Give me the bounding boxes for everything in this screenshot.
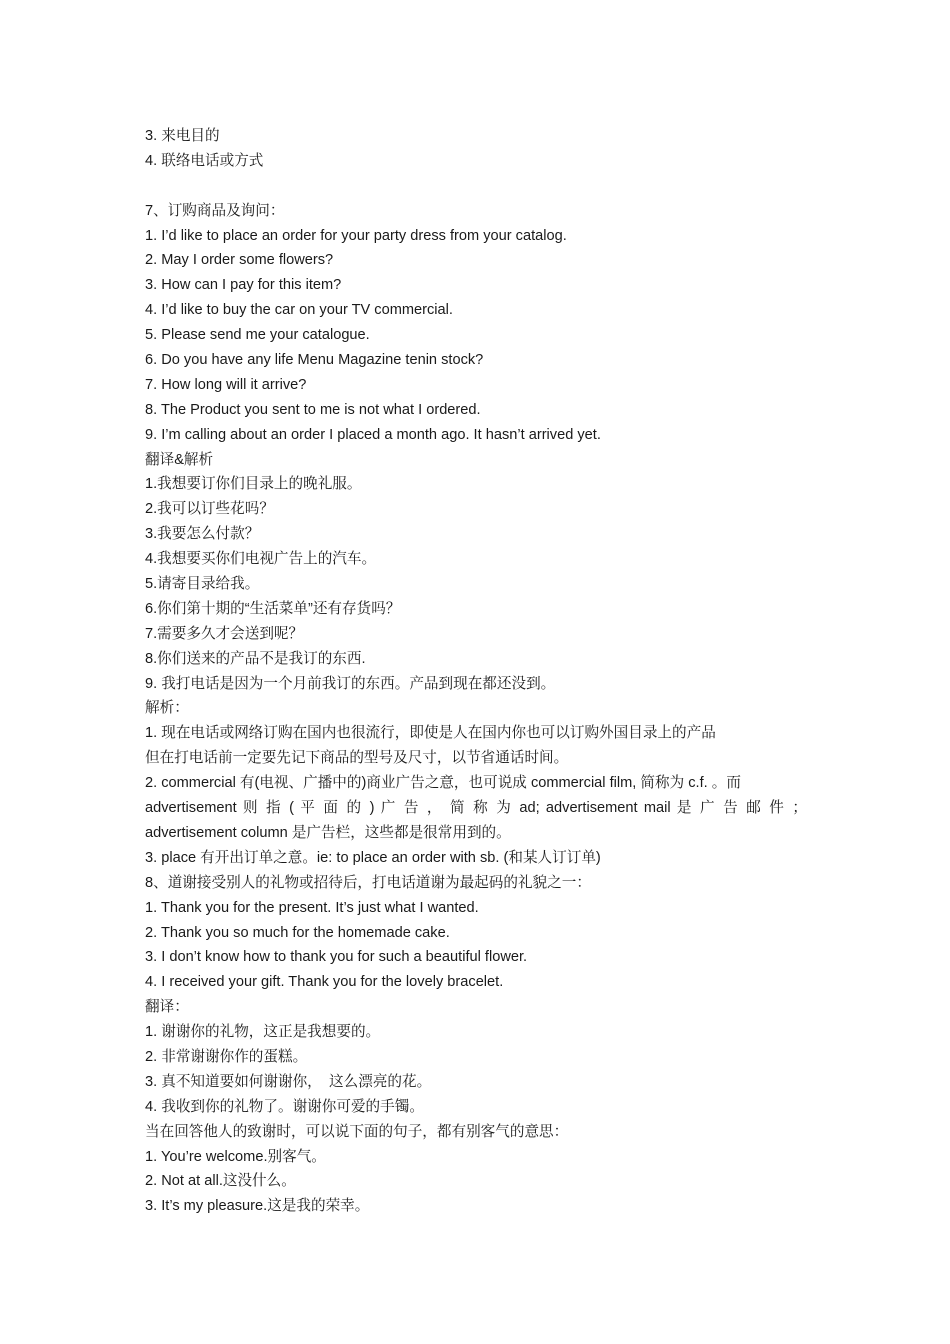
- sentence: 4. I received your gift. Thank you for the lovely bracelet.: [145, 974, 504, 991]
- reply-phrase: 3. It’s my pleasure.这是我的荣幸。: [145, 1198, 370, 1215]
- analysis-line: advertisement 则 指 ( 平 面 的 ) 广 告 ， 简 称 为 ad; advertisement mail 是 广 告 邮 件 ；: [145, 800, 807, 817]
- translation: 4.我想要买你们电视广告上的汽车。: [145, 551, 377, 568]
- sentence: 1. Thank you for the present. It’s just what I wanted.: [145, 899, 479, 916]
- list-item: 3. 来电目的: [145, 128, 220, 144]
- translation: 5.请寄目录给我。: [145, 576, 260, 593]
- translation: 8.你们送来的产品不是我订的东西.: [145, 650, 366, 667]
- sentence: 3. How can I pay for this item?: [145, 277, 342, 294]
- sentence: 4. I’d like to buy the car on your TV commercial.: [145, 302, 453, 319]
- sentence: 2. Thank you so much for the homemade cake.: [145, 924, 450, 941]
- analysis-line: 3. place 有开出订单之意。ie: to place an order with sb. (和某人订订单): [145, 849, 601, 866]
- translation: 6.你们第十期的“生活菜单”还有存货吗？: [145, 600, 401, 617]
- reply-intro: 当在回答他人的致谢时，可以说下面的句子，都有别客气的意思：: [145, 1123, 569, 1140]
- translation: 1.我想要订你们目录上的晚礼服。: [145, 476, 362, 493]
- section-heading-7: 7、订购商品及询问：: [145, 202, 285, 219]
- translation: 4. 我收到你的礼物了。谢谢你可爱的手镯。: [145, 1098, 424, 1115]
- translation-heading: 翻译&解析: [145, 451, 214, 468]
- sentence: 1. I’d like to place an order for your party dress from your catalog.: [145, 227, 567, 244]
- sentence: 6. Do you have any life Menu Magazine tenin stock?: [145, 352, 484, 369]
- translation: 9. 我打电话是因为一个月前我订的东西。产品到现在都还没到。: [145, 675, 556, 692]
- analysis-line: 2. commercial 有(电视、广播中的)商业广告之意，也可说成 commercial film, 简称为 c.f. 。而: [145, 775, 741, 792]
- blank-line: [145, 174, 807, 199]
- translation: 7.需要多久才会送到呢？: [145, 625, 304, 642]
- sentence: 8. The Product you sent to me is not what I ordered.: [145, 401, 481, 418]
- translation: 3. 真不知道要如何谢谢你， 这么漂亮的花。: [145, 1073, 432, 1090]
- section-heading-8: 8、道谢接受别人的礼物或招待后，打电话道谢为最起码的礼貌之一：: [145, 874, 591, 891]
- analysis-heading: 解析：: [145, 700, 189, 717]
- analysis-line: 1. 现在电话或网络订购在国内也很流行，即使是人在国内你也可以订购外国目录上的产品: [145, 725, 716, 742]
- reply-phrase: 1. You’re welcome.别客气。: [145, 1148, 326, 1165]
- sentence: 7. How long will it arrive?: [145, 376, 307, 393]
- analysis-line: advertisement column 是广告栏，这些都是很常用到的。: [145, 824, 511, 841]
- list-item: 4. 联络电话或方式: [145, 152, 264, 169]
- document-body: [145, 124, 807, 1219]
- translation-heading: 翻译：: [145, 999, 189, 1016]
- sentence: 2. May I order some flowers?: [145, 252, 334, 269]
- reply-phrase: 2. Not at all.这没什么。: [145, 1173, 296, 1190]
- translation: 2.我可以订些花吗？: [145, 501, 274, 518]
- translation: 1. 谢谢你的礼物，这正是我想要的。: [145, 1024, 381, 1041]
- analysis-line: 但在打电话前一定要先记下商品的型号及尺寸，以节省通话时间。: [145, 750, 569, 767]
- translation: 2. 非常谢谢你作的蛋糕。: [145, 1048, 308, 1065]
- translation: 3.我要怎么付款？: [145, 526, 260, 543]
- sentence: 3. I don’t know how to thank you for such a beautiful flower.: [145, 949, 528, 966]
- sentence: 5. Please send me your catalogue.: [145, 327, 370, 344]
- sentence: 9. I’m calling about an order I placed a month ago. It hasn’t arrived yet.: [145, 426, 601, 443]
